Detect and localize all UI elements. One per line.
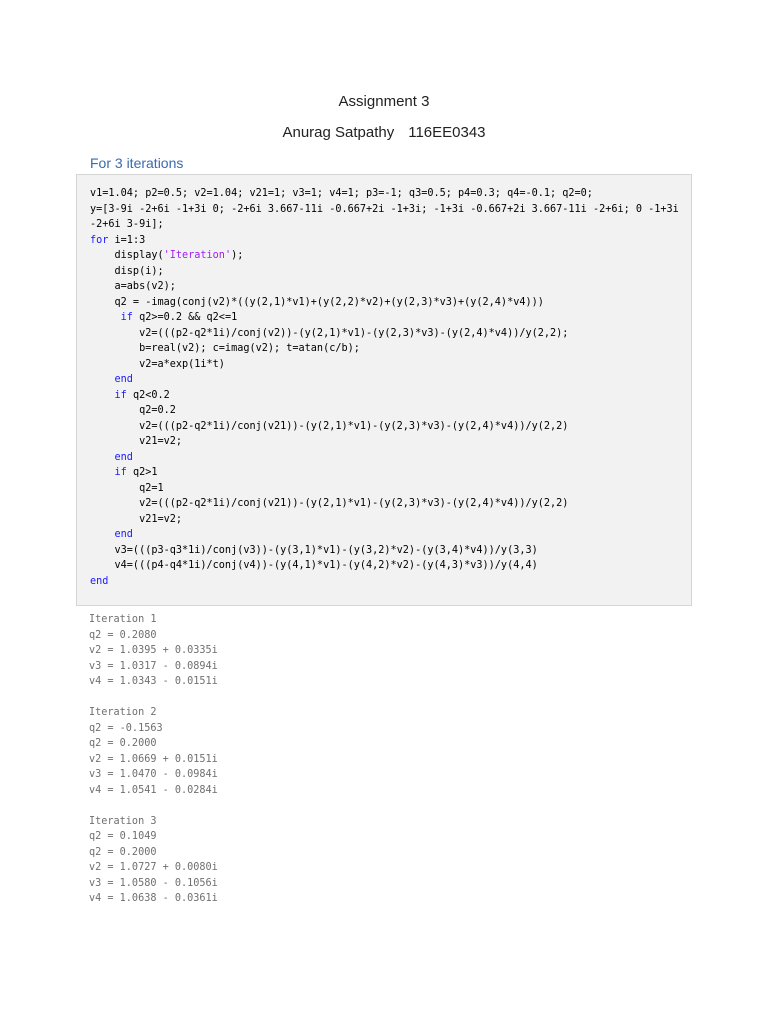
code-line <box>90 186 691 202</box>
code-text: a=abs(v2); <box>90 281 176 292</box>
code-text: v21=v2; <box>90 436 183 447</box>
output-line: v2 = 1.0395 + 0.0335i <box>89 645 218 656</box>
code-line <box>90 558 691 574</box>
code-text: y=[3-9i -2+6i -1+3i 0; -2+6i 3.667-11i -0.667+2i -1+3i; -1+3i -0.667+2i 3.667-11i -2+6i; 0 -1+3i <box>90 203 679 215</box>
spacer <box>89 798 218 814</box>
code-text: q2 = -imag(conj(v2)*((y(2,1)*v1)+(y(2,2)*v2)+(y(2,3)*v3)+(y(2,4)*v4))) <box>90 296 544 308</box>
code-line <box>90 248 691 264</box>
code-text: v21=v2; <box>90 513 183 525</box>
output-line: v2 = 1.0669 + 0.0151i <box>89 753 218 765</box>
keyword: end <box>90 575 109 587</box>
code-text: v1=1.04; p2=0.5; v2=1.04; v21=1; v3=1; v4=1; p3=-1; q3=0.5; p4=0.3; q4=-0.1; q2=0; <box>90 188 593 199</box>
code-text: v3=(((p3-q3*1i)/conj(v3))-(y(3,1)*v1)-(y(3,2)*v2)-(y(3,4)*v4))/y(3,3) <box>90 544 538 556</box>
author-line <box>0 124 768 141</box>
assignment-title: Assignment 3 <box>338 93 430 110</box>
code-line <box>90 341 691 357</box>
output-line: v3 = 1.0580 - 0.1056i <box>89 877 218 889</box>
output-line: q2 = -0.1563 <box>89 722 163 734</box>
code-text: display( <box>90 250 164 261</box>
code-line <box>90 326 691 342</box>
output-line: v3 = 1.0317 - 0.0894i <box>89 660 218 672</box>
code-line <box>90 295 691 311</box>
keyword: if <box>90 467 127 478</box>
iteration-label: Iteration 1 <box>89 614 157 625</box>
code-text: q2>=0.2 && q2<=1 <box>132 312 238 323</box>
spacer <box>89 690 218 706</box>
output-line: v4 = 1.0343 - 0.0151i <box>89 676 218 687</box>
code-line <box>90 419 691 435</box>
keyword: end <box>90 529 133 540</box>
code-text: v2=(((p2-q2*1i)/conj(v21))-(y(2,1)*v1)-(y(2,3)*v3)-(y(2,4)*v4))/y(2,2) <box>90 420 569 432</box>
code-line <box>90 357 691 373</box>
code-line <box>90 527 691 543</box>
section-heading: For 3 iterations <box>90 155 184 171</box>
output-line: v3 = 1.0470 - 0.0984i <box>89 769 218 780</box>
output-line: q2 = 0.1049 <box>89 831 157 842</box>
code-line <box>90 388 691 404</box>
code-line <box>90 403 691 419</box>
keyword: for <box>90 234 109 246</box>
code-text: -2+6i 3-9i]; <box>90 219 164 230</box>
iteration-label: Iteration 3 <box>89 815 157 827</box>
code-line <box>90 512 691 528</box>
code-line <box>90 279 691 295</box>
output-line: v4 = 1.0638 - 0.0361i <box>89 893 218 904</box>
output-block <box>89 612 218 907</box>
code-text: q2>1 <box>126 467 158 478</box>
code-line <box>90 264 691 280</box>
code-text: v2=(((p2-q2*1i)/conj(v2))-(y(2,1)*v1)-(y(2,3)*v3)-(y(2,4)*v4))/y(2,2); <box>90 327 569 339</box>
code-text: q2=1 <box>90 482 164 494</box>
keyword: end <box>90 374 133 385</box>
code-text: b=real(v2); c=imag(v2); t=atan(c/b); <box>90 343 360 354</box>
code-block <box>76 174 692 606</box>
code-line <box>90 450 691 466</box>
code-line <box>90 202 691 218</box>
code-text: i=1:3 <box>108 234 146 246</box>
output-line: q2 = 0.2000 <box>89 738 157 749</box>
code-line <box>90 496 691 512</box>
code-line <box>90 543 691 559</box>
keyword: if <box>90 312 133 323</box>
output-line: q2 = 0.2000 <box>89 846 157 858</box>
code-text: q2=0.2 <box>90 405 176 416</box>
iteration-label: Iteration 2 <box>89 707 157 718</box>
code-line <box>90 481 691 497</box>
code-line <box>90 434 691 450</box>
code-line <box>90 465 691 481</box>
code-text: v2=(((p2-q2*1i)/conj(v21))-(y(2,1)*v1)-(y(2,3)*v3)-(y(2,4)*v4))/y(2,2) <box>90 498 569 509</box>
output-line: q2 = 0.2080 <box>89 629 157 641</box>
code-line <box>90 372 691 388</box>
code-line <box>90 310 691 326</box>
code-text: v4=(((p4-q4*1i)/conj(v4))-(y(4,1)*v1)-(y(4,2)*v2)-(y(4,3)*v3))/y(4,4) <box>90 560 538 571</box>
code-text: ); <box>231 250 244 261</box>
code-text: q2<0.2 <box>126 389 170 401</box>
code-line <box>90 574 691 590</box>
author-name: Anurag Satpathy <box>282 124 395 141</box>
code-text: disp(i); <box>90 265 164 277</box>
string-literal: 'Iteration' <box>163 250 232 261</box>
code-line <box>90 217 691 233</box>
code-text: v2=a*exp(1i*t) <box>90 358 225 370</box>
output-line: v4 = 1.0541 - 0.0284i <box>89 784 218 796</box>
output-line: v2 = 1.0727 + 0.0080i <box>89 862 218 873</box>
keyword: if <box>90 389 127 401</box>
keyword: end <box>90 451 133 463</box>
roll-number: 116EE0343 <box>408 124 486 141</box>
code-line <box>90 233 691 249</box>
